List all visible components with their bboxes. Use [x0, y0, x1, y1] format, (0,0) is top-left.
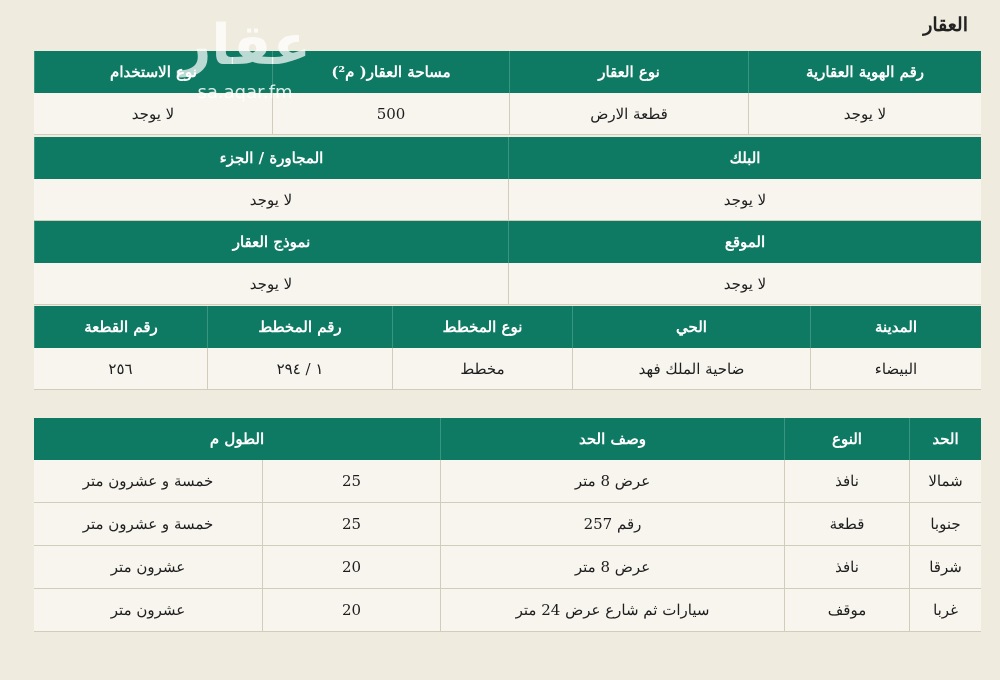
bound-length-number: 25: [262, 503, 440, 546]
value-district: ضاحية الملك فهد: [572, 348, 810, 390]
header-boundary-type: النوع: [784, 418, 909, 460]
bound-length-words: عشرون متر: [34, 589, 262, 632]
bound-direction: شرقا: [909, 546, 981, 589]
bound-length-number: 25: [262, 460, 440, 503]
header-property-model: نموذج العقار: [34, 221, 508, 263]
bound-length-words: عشرون متر: [34, 546, 262, 589]
block-neighborhood-table: [34, 137, 981, 221]
value-block: لا يوجد: [508, 179, 981, 221]
value-plan-number: ١ / ٢٩٤: [207, 348, 392, 390]
bound-type: قطعة: [784, 503, 909, 546]
header-boundary: الحد: [909, 418, 981, 460]
table-row: [34, 546, 981, 589]
bound-direction: غربا: [909, 589, 981, 632]
location-model-table: [34, 221, 981, 305]
value-plan-type: مخطط: [392, 348, 572, 390]
value-city: البيضاء: [810, 348, 981, 390]
bound-length-words: خمسة و عشرون متر: [34, 503, 262, 546]
bound-length-number: 20: [262, 589, 440, 632]
bound-direction: جنوبا: [909, 503, 981, 546]
table-row: [34, 589, 981, 632]
value-property-model: لا يوجد: [34, 263, 508, 305]
header-location: الموقع: [508, 221, 981, 263]
bound-description: سيارات ثم شارع عرض 24 متر: [440, 589, 784, 632]
header-city: المدينة: [810, 306, 981, 348]
value-property-area: 500: [272, 93, 509, 135]
value-location: لا يوجد: [508, 263, 981, 305]
header-length: الطول م: [34, 418, 440, 460]
aqar-logo-text: عقار: [179, 13, 311, 78]
page-title: العقار: [923, 14, 968, 36]
header-neighborhood-part: المجاورة / الجزء: [34, 137, 508, 179]
header-property-area: مساحة العقار( م²): [272, 51, 509, 93]
bound-type: نافذ: [784, 546, 909, 589]
value-property-type: قطعة الارض: [509, 93, 748, 135]
property-info-table: [34, 51, 981, 135]
header-boundary-description: وصف الحد: [440, 418, 784, 460]
bound-type: موقف: [784, 589, 909, 632]
header-plan-number: رقم المخطط: [207, 306, 392, 348]
bound-length-words: خمسة و عشرون متر: [34, 460, 262, 503]
header-usage-type: نوع الاستخدام: [34, 51, 272, 93]
bound-direction: شمالا: [909, 460, 981, 503]
table-row: [34, 503, 981, 546]
value-usage-type: لا يوجد: [34, 93, 272, 135]
bound-type: نافذ: [784, 460, 909, 503]
bound-length-number: 20: [262, 546, 440, 589]
bound-description: رقم 257: [440, 503, 784, 546]
header-property-type: نوع العقار: [509, 51, 748, 93]
header-property-id: رقم الهوية العقارية: [748, 51, 981, 93]
header-block: البلك: [508, 137, 981, 179]
bound-description: عرض 8 متر: [440, 460, 784, 503]
value-plot-number: ٢٥٦: [34, 348, 207, 390]
header-plan-type: نوع المخطط: [392, 306, 572, 348]
header-district: الحي: [572, 306, 810, 348]
aqar-url-text: sa.aqar.fm: [197, 82, 293, 103]
bounds-table-header: [34, 418, 981, 460]
value-property-id: لا يوجد: [748, 93, 981, 135]
plan-info-table: [34, 306, 981, 390]
bound-description: عرض 8 متر: [440, 546, 784, 589]
header-plot-number: رقم القطعة: [34, 306, 207, 348]
value-neighborhood-part: لا يوجد: [34, 179, 508, 221]
table-row: [34, 460, 981, 503]
